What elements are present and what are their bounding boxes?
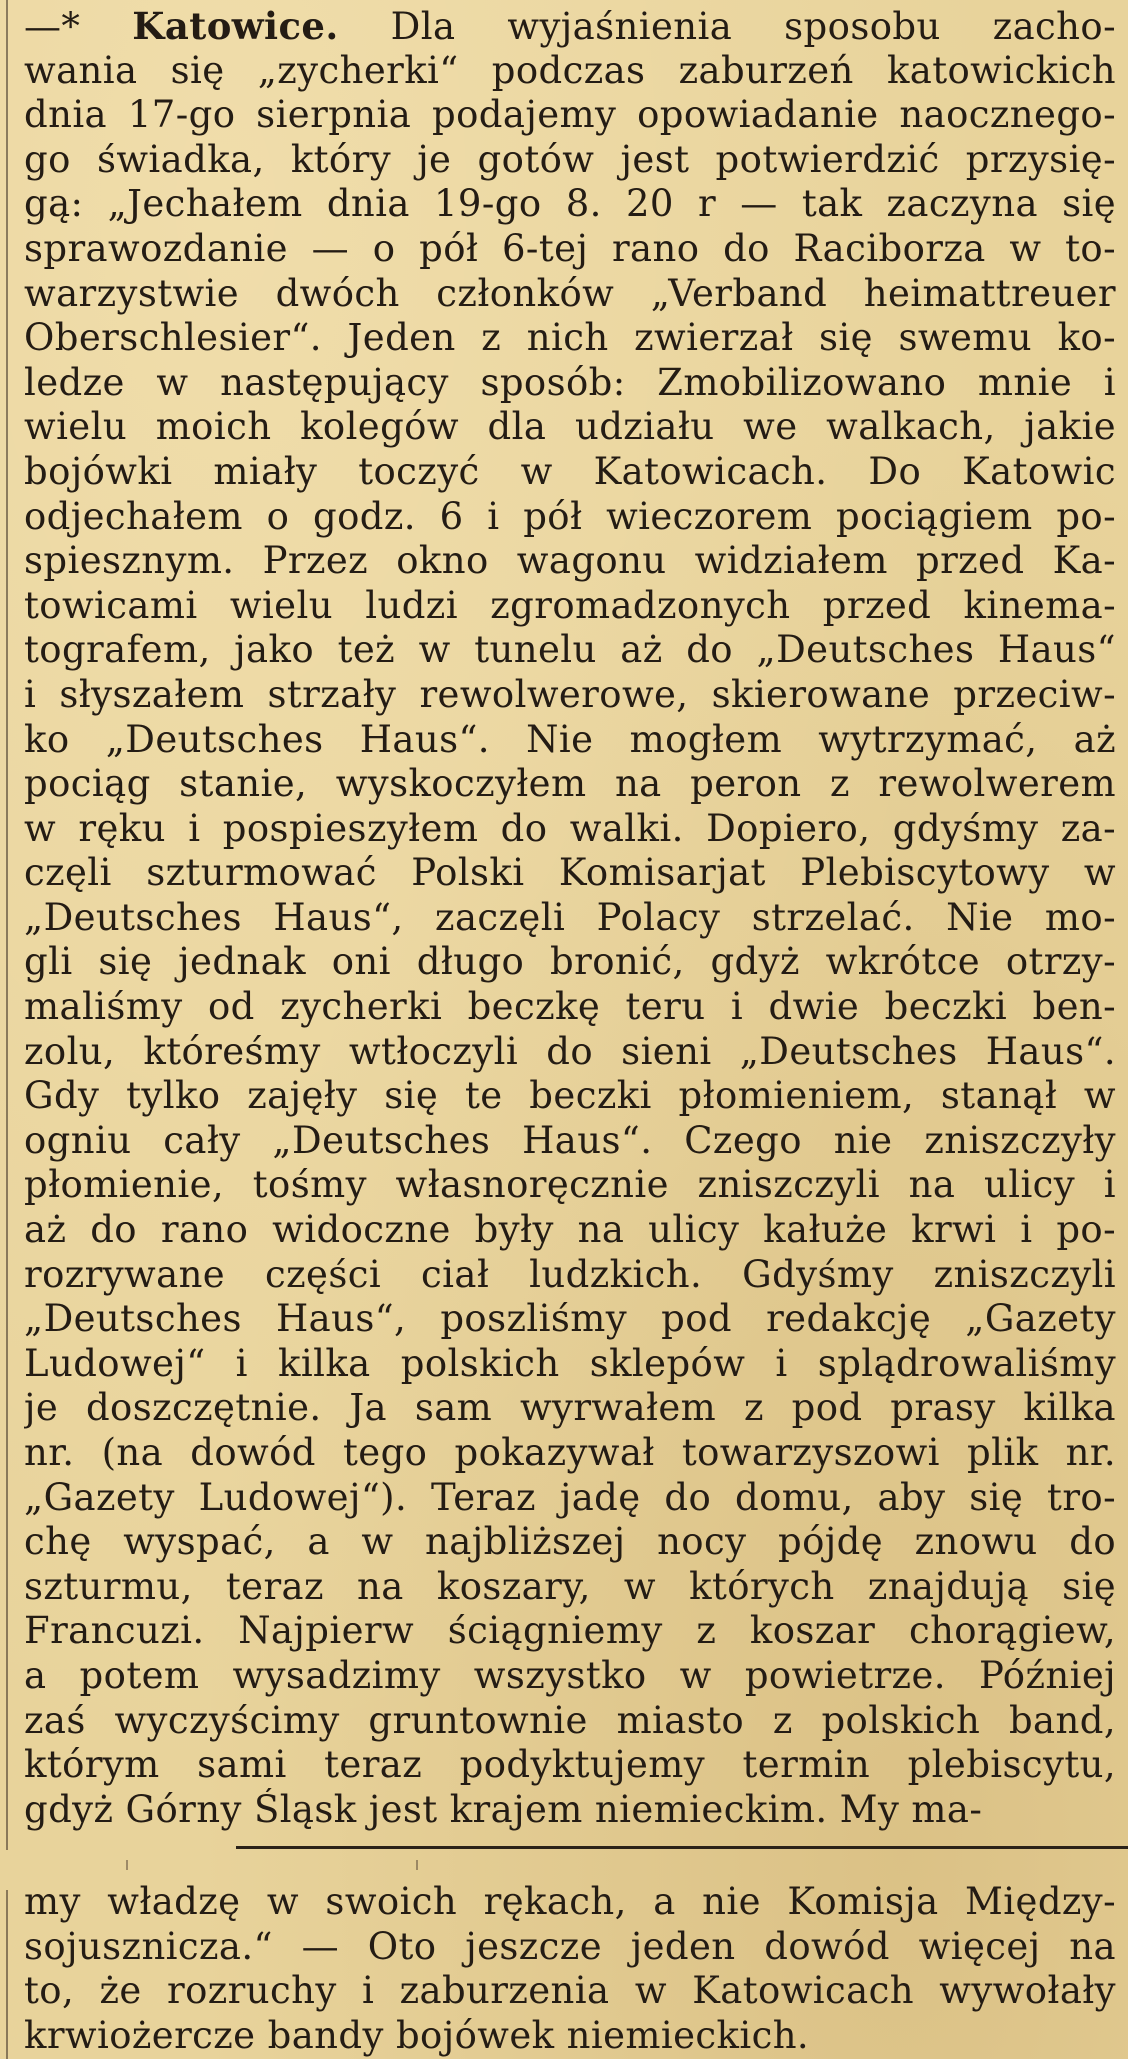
article-column-top bbox=[24, 4, 1116, 1832]
separator-mark bbox=[416, 1860, 418, 1870]
article-text-line: dnia 17-go sierpnia podajemy opowiadanie naocznego- bbox=[24, 93, 1116, 137]
article-text-line: którym sami teraz podyktujemy termin plebiscytu, bbox=[24, 1743, 1116, 1787]
article-text-line: sprawozdanie — o pół 6-tej rano do Raciborza w to- bbox=[24, 226, 1116, 270]
article-text-line: towicami wielu ludzi zgromadzonych przed kinema- bbox=[24, 583, 1116, 627]
article-text-line: ledze w następujący sposób: Zmobilizowano mnie i bbox=[24, 360, 1116, 404]
article-text-line: a potem wysadzimy wszystko w powietrze. Później bbox=[24, 1653, 1116, 1697]
article-text-line: gą: „Jechałem dnia 19-go 8. 20 r — tak zaczyna się bbox=[24, 182, 1116, 226]
article-text-line: Gdy tylko zajęły się te beczki płomieniem, stanął w bbox=[24, 1074, 1116, 1118]
article-text-line: je doszczętnie. Ja sam wyrwałem z pod prasy kilka bbox=[24, 1386, 1116, 1430]
article-text-line: krwiożercze bandy bojówek niemieckich. bbox=[24, 2013, 810, 2057]
left-column-rule bbox=[6, 0, 8, 1850]
article-text-line: go świadka, który je gotów jest potwierdzić przysię- bbox=[24, 137, 1116, 181]
article-text-line: to, że rozruchy i zaburzenia w Katowicach wywołały bbox=[24, 1969, 1116, 2013]
article-text-line: sojusznicza.“ — Oto jeszcze jeden dowód więcej na bbox=[24, 1924, 1116, 1968]
article-text-line: wielu moich kolegów dla udziału we walkach, jakie bbox=[24, 405, 1116, 449]
column-separator-line bbox=[236, 1846, 1128, 1849]
article-text-line: aż do rano widoczne były na ulicy kałuże krwi i po- bbox=[24, 1208, 1116, 1252]
article-text-line: płomienie, tośmy własnoręcznie zniszczyli na ulicy i bbox=[24, 1163, 1116, 1207]
article-text-line: spiesznym. Przez okno wagonu widziałem przed Ka- bbox=[24, 539, 1116, 583]
article-text-line: odjechałem o godz. 6 i pół wieczorem pociągiem po- bbox=[24, 494, 1116, 538]
article-text-line: wania się „zycherki“ podczas zaburzeń katowickich bbox=[24, 48, 1116, 92]
article-text-line: —* Katowice. Dla wyjaśnienia sposobu zacho- bbox=[24, 4, 1116, 48]
separator-mark bbox=[126, 1860, 128, 1870]
article-text-line: i słyszałem strzały rewolwerowe, skierowane przeciw- bbox=[24, 672, 1116, 716]
article-text-line: chę wyspać, a w najbliższej nocy pójdę znowu do bbox=[24, 1520, 1116, 1564]
article-text-line: Ludowej“ i kilka polskich sklepów i splądrowaliśmy bbox=[24, 1341, 1116, 1385]
article-text-line: zolu, któreśmy wtłoczyli do sieni „Deutsches Haus“. bbox=[24, 1029, 1116, 1073]
article-text-line: ogniu cały „Deutsches Haus“. Czego nie zniszczyły bbox=[24, 1118, 1116, 1162]
article-text-line: tografem, jako też w tunelu aż do „Deutsches Haus“ bbox=[24, 628, 1116, 672]
article-column-bottom bbox=[24, 1880, 1116, 2058]
article-text-line: Francuzi. Najpierw ściągniemy z koszar chorągiew, bbox=[24, 1609, 1116, 1653]
article-text-line: ko „Deutsches Haus“. Nie mogłem wytrzymać, aż bbox=[24, 717, 1116, 761]
article-text-line: gli się jednak oni długo bronić, gdyż wkrótce otrzy- bbox=[24, 940, 1116, 984]
article-text-line: szturmu, teraz na koszary, w których znajdują się bbox=[24, 1564, 1116, 1608]
article-text-line: maliśmy od zycherki beczkę teru i dwie beczki ben- bbox=[24, 985, 1116, 1029]
article-text-line: zaś wyczyścimy gruntownie miasto z polskich band, bbox=[24, 1698, 1116, 1742]
article-text-line: pociąg stanie, wyskoczyłem na peron z rewolwerem bbox=[24, 762, 1116, 806]
article-text-line: Oberschlesier“. Jeden z nich zwierzał się swemu ko- bbox=[24, 316, 1116, 360]
article-text-line: my władzę w swoich rękach, a nie Komisja Między- bbox=[24, 1880, 1116, 1923]
article-text-line: warzystwie dwóch członków „Verband heimattreuer bbox=[24, 271, 1116, 315]
article-text-line: „Deutsches Haus“, poszliśmy pod redakcję „Gazety bbox=[24, 1297, 1116, 1341]
article-text-line: „Deutsches Haus“, zaczęli Polacy strzelać. Nie mo- bbox=[24, 895, 1116, 939]
article-text-line: rozrywane części ciał ludzkich. Gdyśmy zniszczyli bbox=[24, 1252, 1116, 1296]
dateline-katowice: Katowice. bbox=[132, 4, 339, 48]
article-text-line: gdyż Górny Śląsk jest krajem niemieckim. My ma- bbox=[24, 1787, 983, 1831]
article-text-line: bojówki miały toczyć w Katowicach. Do Katowic bbox=[24, 449, 1116, 493]
left-column-rule-lower bbox=[6, 1890, 8, 2059]
article-text-line: częli szturmować Polski Komisarjat Plebiscytowy w bbox=[24, 851, 1116, 895]
article-text-line: w ręku i pospieszyłem do walki. Dopiero, gdyśmy za- bbox=[24, 806, 1116, 850]
article-text-line: nr. (na dowód tego pokazywał towarzyszowi plik nr. bbox=[24, 1431, 1116, 1474]
article-text-line: „Gazety Ludowej“). Teraz jadę do domu, aby się tro- bbox=[24, 1475, 1116, 1519]
